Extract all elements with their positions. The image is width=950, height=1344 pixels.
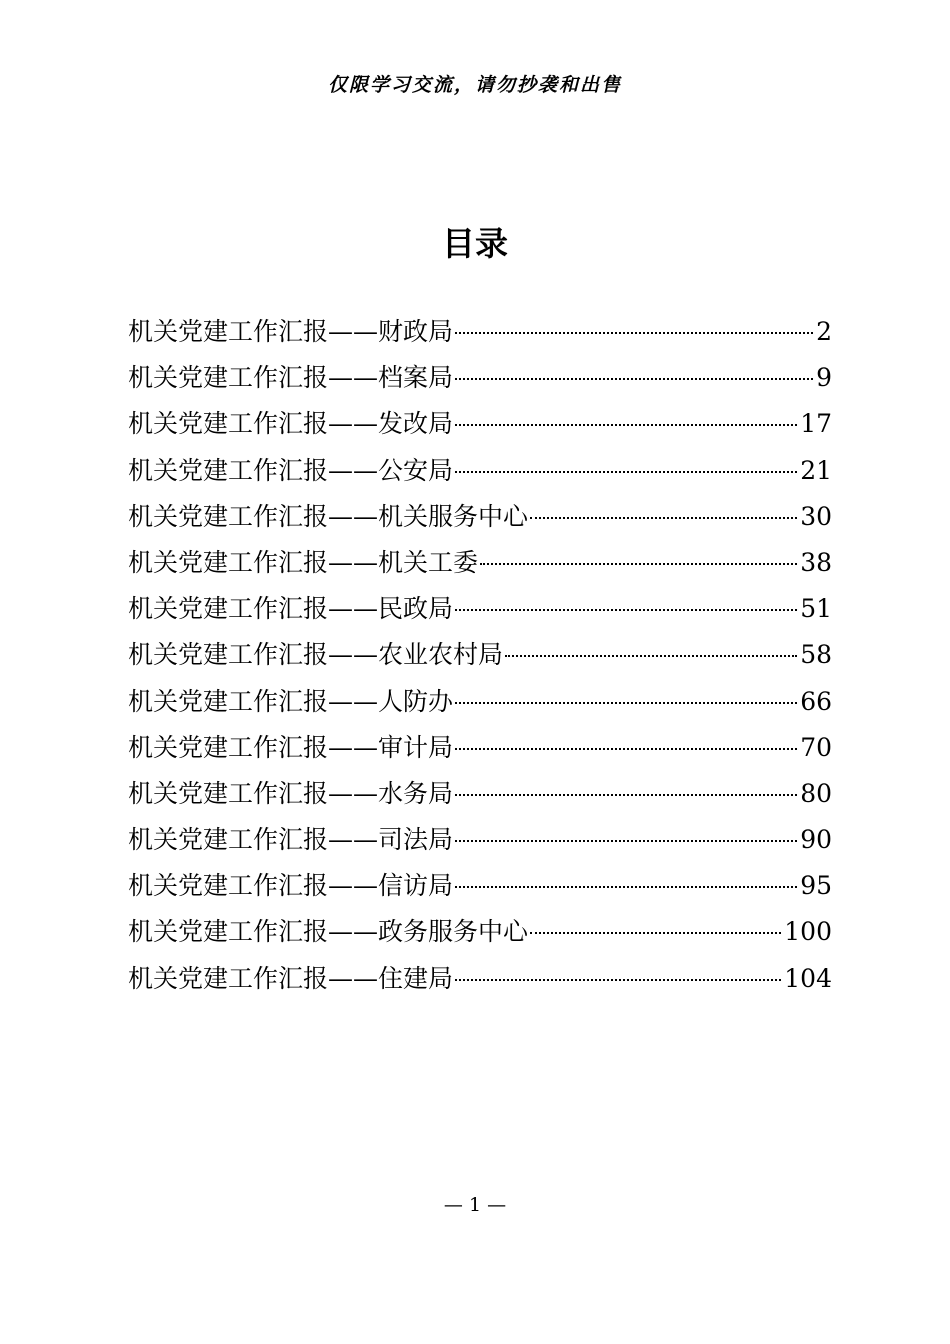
toc-entry[interactable]: [128, 589, 832, 635]
toc-leader-dots: [455, 840, 797, 842]
toc-entry[interactable]: [128, 543, 832, 589]
toc-entry-title: 机关党建工作汇报——发改局: [128, 409, 454, 439]
toc-leader-dots: [455, 979, 781, 981]
toc-entry-page: 66: [800, 686, 832, 716]
page-number: — 1 —: [443, 1194, 507, 1216]
toc-entry-page: 70: [800, 732, 832, 762]
toc-leader-dots: [530, 932, 781, 934]
toc-entry[interactable]: [128, 820, 832, 866]
toc-entry-title: 机关党建工作汇报——机关服务中心: [128, 501, 529, 531]
toc-leader-dots: [530, 517, 797, 519]
toc-entry-page: 80: [800, 778, 832, 808]
toc-entry-page: 21: [800, 455, 832, 485]
toc-entry-title: 机关党建工作汇报——公安局: [128, 455, 454, 485]
toc-entry-title: 机关党建工作汇报——司法局: [128, 825, 454, 855]
toc-entry-page: 38: [800, 547, 832, 577]
toc-entry-title: 机关党建工作汇报——水务局: [128, 778, 454, 808]
toc-leader-dots: [455, 702, 797, 704]
toc-entry-title: 机关党建工作汇报——人防办: [128, 686, 454, 716]
page-title: 目录: [442, 224, 508, 263]
toc-entry-title: 机关党建工作汇报——财政局: [128, 317, 454, 346]
toc-leader-dots: [455, 794, 797, 796]
table-of-contents: [128, 312, 832, 1005]
toc-entry-title: 机关党建工作汇报——农业农村局: [128, 640, 504, 670]
toc-entry-page: 2: [816, 317, 832, 346]
toc-entry[interactable]: [128, 635, 832, 681]
toc-leader-dots: [480, 563, 797, 565]
toc-entry-title: 机关党建工作汇报——政务服务中心: [128, 917, 529, 947]
toc-leader-dots: [455, 886, 797, 888]
toc-entry[interactable]: [128, 312, 832, 358]
toc-entry-page: 95: [800, 871, 832, 901]
toc-entry-title: 机关党建工作汇报——审计局: [128, 732, 454, 762]
toc-entry-page: 104: [784, 963, 832, 993]
toc-leader-dots: [455, 748, 797, 750]
toc-entry[interactable]: [128, 774, 832, 820]
toc-entry-title: 机关党建工作汇报——民政局: [128, 594, 454, 624]
toc-entry[interactable]: [128, 404, 832, 450]
toc-entry[interactable]: [128, 912, 832, 958]
toc-leader-dots: [455, 378, 813, 380]
toc-leader-dots: [455, 332, 813, 334]
toc-entry-page: 51: [800, 594, 832, 624]
toc-entry-page: 9: [816, 363, 832, 393]
toc-entry[interactable]: [128, 451, 832, 497]
toc-entry[interactable]: [128, 497, 832, 543]
toc-entry-page: 90: [800, 825, 832, 855]
toc-entry[interactable]: [128, 959, 832, 1005]
toc-leader-dots: [455, 424, 797, 426]
toc-entry[interactable]: [128, 358, 832, 404]
toc-leader-dots: [505, 655, 797, 657]
toc-entry-title: 机关党建工作汇报——住建局: [128, 963, 454, 993]
header-note: 仅限学习交流，请勿抄袭和出售: [327, 74, 622, 96]
toc-entry[interactable]: [128, 728, 832, 774]
toc-entry-title: 机关党建工作汇报——档案局: [128, 363, 454, 393]
toc-entry-page: 17: [800, 409, 832, 439]
toc-entry-page: 100: [784, 917, 832, 947]
toc-entry[interactable]: [128, 682, 832, 728]
toc-leader-dots: [455, 609, 797, 611]
toc-entry-title: 机关党建工作汇报——机关工委: [128, 547, 479, 577]
toc-entry[interactable]: [128, 866, 832, 912]
toc-leader-dots: [455, 471, 797, 473]
toc-entry-page: 58: [800, 640, 832, 670]
toc-entry-page: 30: [800, 501, 832, 531]
toc-entry-title: 机关党建工作汇报——信访局: [128, 871, 454, 901]
